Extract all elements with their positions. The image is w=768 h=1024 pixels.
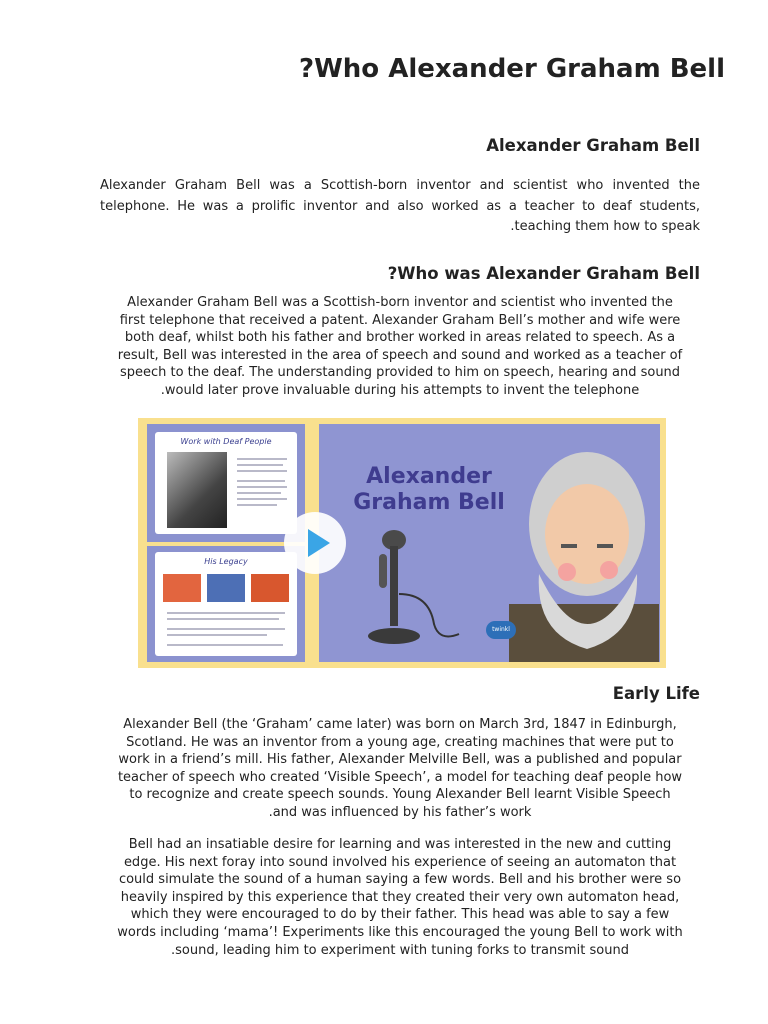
text-line: Alexander Bell (the ‘Graham’ came later) was born on March 3rd, 1847 in Edinburgh, <box>123 717 677 732</box>
twinkl-logo: twinkl <box>486 621 516 639</box>
text-line: .sound, leading him to experiment with tuning forks to transmit sound <box>171 942 629 958</box>
text-line: could simulate the sound of a human saying a few words. Bell and his brother were so <box>118 872 682 888</box>
text-line: result, Bell was interested in the area of speech and sound and worked as a teacher of <box>117 347 683 363</box>
smartphone-image <box>251 574 289 602</box>
text-placeholder <box>167 628 285 630</box>
slide-title: His Legacy <box>204 557 248 566</box>
text-line: .would later prove invaluable during his attempts to invent the telephone <box>160 382 640 398</box>
text-line: Scotland. He was an inventor from a young age, creating machines that were put to <box>126 734 674 750</box>
page-title: ?Who Alexander Graham Bell <box>299 54 725 84</box>
text-placeholder <box>167 644 283 646</box>
intro-paragraph <box>100 176 700 238</box>
who-was-paragraph <box>100 294 700 399</box>
title-slide <box>319 424 660 662</box>
text-line: teacher of speech who created ‘Visible Speech’, a model for teaching deaf people how <box>117 769 683 785</box>
slide-card <box>155 432 297 534</box>
text-placeholder <box>167 612 285 614</box>
text-line: to recognize and create speech sounds. Young Alexander Bell learnt Visible Speech <box>129 787 671 803</box>
text-line: words including ‘mama’! Experiments like this encouraged the young Bell to work with <box>117 924 683 940</box>
text-placeholder <box>167 634 267 636</box>
video-title-line: Alexander <box>366 464 492 489</box>
section-heading-early-life: Early Life <box>612 684 700 703</box>
slide-preview-deaf-people <box>147 424 305 542</box>
video-title-line: Graham Bell <box>353 490 505 515</box>
bell-portrait-icon <box>509 444 659 662</box>
slide-title: Work with Deaf People <box>180 437 272 446</box>
text-line: Bell had an insatiable desire for learning and was interested in the new and cutting <box>128 837 672 852</box>
text-placeholder <box>237 470 287 472</box>
play-icon[interactable] <box>284 512 346 574</box>
text-line: edge. His next foray into sound involved his experience of seeing an automaton that <box>123 854 677 870</box>
text-line: first telephone that received a patent. Alexander Graham Bell’s mother and wife were <box>119 312 681 328</box>
text-placeholder <box>237 504 277 506</box>
mobile-phones-image <box>207 574 245 602</box>
text-placeholder <box>237 464 283 466</box>
early-life-paragraph-1 <box>100 716 700 822</box>
text-line: heavily inspired by this experience that they created their very own automaton head, <box>120 889 680 905</box>
text-line: work in a friend’s mill. His father, Alexander Melville Bell, was a published and popular <box>118 752 682 768</box>
text-placeholder <box>237 492 281 494</box>
text-line: which they were encouraged to do by their father. This head was able to say a few <box>130 907 670 923</box>
video-thumbnail[interactable] <box>138 418 666 668</box>
text-placeholder <box>237 486 287 488</box>
text-line: Alexander Graham Bell was a Scottish-born inventor and scientist who invented the <box>127 295 673 310</box>
text-placeholder <box>237 458 287 460</box>
text-placeholder <box>237 498 287 500</box>
slide-card <box>155 552 297 656</box>
text-line: .teaching them how to speak <box>510 219 700 234</box>
text-placeholder <box>237 480 285 482</box>
text-line: telephone. He was a prolific inventor and also worked as a teacher to deaf students, <box>100 198 700 214</box>
slide-preview-legacy <box>147 546 305 662</box>
section-heading-who-was: ?Who was Alexander Graham Bell <box>387 264 700 283</box>
rotary-phone-image <box>163 574 201 602</box>
text-line: speech to the deaf. The understanding provided to him on speech, hearing and sound <box>119 365 681 380</box>
text-line: .and was influenced by his father’s work <box>268 804 532 820</box>
section-heading-alexander-graham-bell: Alexander Graham Bell <box>486 136 700 155</box>
video-title <box>349 464 509 516</box>
historic-photo <box>167 452 227 528</box>
text-line: both deaf, whilst both his father and brother worked in areas related to speech. As a <box>124 330 676 345</box>
early-life-paragraph-2 <box>100 836 700 959</box>
text-placeholder <box>167 618 279 620</box>
candlestick-telephone-icon <box>359 524 469 649</box>
text-line: Alexander Graham Bell was a Scottish-born inventor and scientist who invented the <box>100 178 700 193</box>
